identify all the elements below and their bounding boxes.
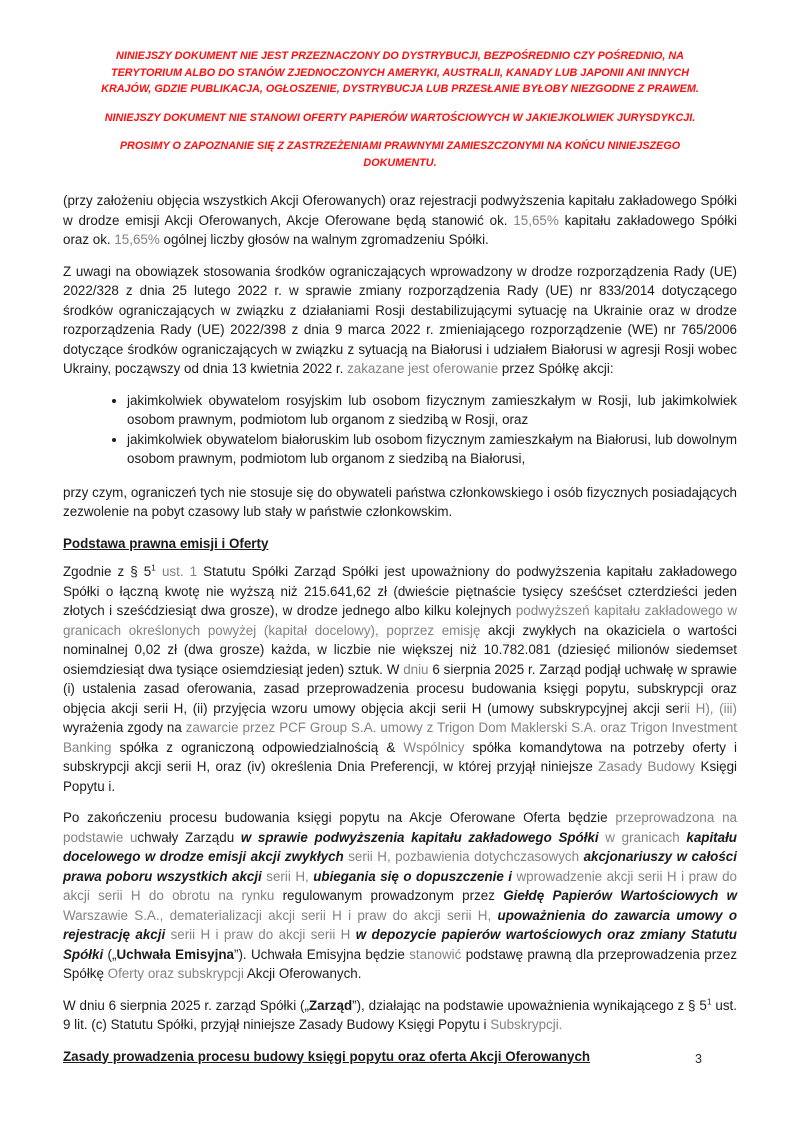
text-segment: Uchwała Emisyjna bbox=[116, 946, 234, 962]
text-segment: w granicach bbox=[605, 829, 680, 845]
text-segment: 15,65% bbox=[114, 232, 160, 247]
paragraph bbox=[63, 191, 737, 250]
text-segment: przeprowadzona na podstawie u bbox=[63, 810, 737, 845]
text-segment: ogólnej liczby głosów na walnym zgromadzeniu Spółki. bbox=[159, 232, 489, 247]
text-segment: Z uwagi na obowiązek stosowania środków ograniczających wprowadzony w drodze rozporządzenia Rady (UE) 2022/328 z dnia 25 lutego 2022 r. w sprawie zmiany rozporządzenia Rady (UE) nr 833/2014 dotyczącego środków ograniczających w związku z działaniami Rosji destabilizującymi sytuację na Ukrainie oraz w drodze rozporządzenia Rady (UE) 2022/398 z dnia 9 marca 2022 r. zmieniającego rozporządzenie (WE) nr 765/2006 dotyczące środków ograniczających w związku z sytuacją na Białorusi i udziałem Białorusi w agresji Rosji wobec Ukrainy, począwszy od dnia 13 kwietnia 2022 r. bbox=[63, 263, 737, 376]
text-segment: W dniu 6 sierpnia 2025 r. zarząd Spółki („ bbox=[63, 997, 309, 1013]
text-segment: spółka komandytowa na potrzeby oferty i subskrypcji akcji serii H, oraz (iv) określenia Dnia Preferencji, w której przyjął niniejsze bbox=[63, 739, 737, 774]
text-segment: chwały Zarządu bbox=[137, 829, 241, 845]
text-segment: Podstawa prawna emisji i Oferty bbox=[63, 535, 269, 551]
text-segment: podstawę prawną dla przeprowadzenia przez Spółkę bbox=[63, 946, 738, 981]
text-segment: Giełdę Papierów Wartościowych w bbox=[503, 888, 737, 903]
text-segment: 6 sierpnia 2025 r. Zarząd podjął uchwałę w sprawie (i) ustalenia zasad oferowania, zasad przeprowadzenia procesu budowania księgi popytu, subskrypcji oraz objęcia akcji serii H, (ii) przyjęcia wzoru umowy objęcia akcji serii H (umowy subskrypcyjnej akcji ser bbox=[63, 661, 737, 716]
text-segment: ”). Uchwała Emisyjna będzie bbox=[233, 946, 410, 962]
text-segment: Zarząd bbox=[308, 997, 353, 1013]
text-segment: („ bbox=[103, 946, 117, 962]
text-segment: wyrażenia zgody na bbox=[63, 720, 186, 735]
paragraph bbox=[63, 562, 737, 796]
text-segment: ubiegania się o dopuszczenie i bbox=[313, 868, 513, 884]
text-segment: Subskrypcji. bbox=[490, 1017, 563, 1032]
text-segment: akcji zwykłych na okaziciela o wartości nominalnej 0,02 zł (dwa grosze) każda, w liczbie nie większej niż 10.782.081 (dziesięć milionów siedemset osiemdziesiąt dwa tysiące osiemdziesiąt jeden) sztuk. W bbox=[63, 622, 737, 677]
text-segment: serii H i praw do akcji serii H bbox=[170, 927, 351, 942]
text-segment: serii H, bbox=[266, 868, 309, 884]
text-segment: Warszawie S.A., dematerializacji akcji serii H i praw do akcji serii H, bbox=[63, 907, 492, 923]
text-segment: serii H, pozbawienia dotychczasowych bbox=[348, 849, 580, 864]
text-segment: upoważnienia do zawarcia umowy o rejestrację akcji bbox=[63, 907, 737, 942]
text-segment: dniu bbox=[403, 661, 429, 677]
text-segment: ”), działając na podstawie upoważnienia wynikającego z § 5 bbox=[352, 997, 707, 1013]
text-segment: przez Spółkę akcji: bbox=[498, 361, 614, 376]
text-segment: Wspólnicy bbox=[403, 739, 465, 755]
bullet-item bbox=[127, 430, 737, 469]
text-segment: ust. 9 lit. (c) Statutu Spółki, przyjął niniejsze Zasady Budowy Księgi Popytu i bbox=[63, 997, 737, 1032]
text-segment: Zasady Budowy bbox=[598, 759, 696, 774]
text-segment: podwyższeń kapitału zakładowego w granicach określonych powyżej (kapitał docelowy), poprzez emisję bbox=[63, 603, 738, 638]
text-segment: Statutu Spółki Zarząd Spółki jest upoważniony do podwyższenia kapitału zakładowego Spółki o łączną kwotę nie wyższą niż 215.641,62 zł (dwieście piętnaście tysięcy sześćset czterdzieści jeden złotych i sześćdziesiąt dwa grosze), w drodze jednego albo kilku kolejnych bbox=[63, 564, 737, 618]
bullet-list bbox=[63, 391, 737, 469]
text-segment: ust. 1 bbox=[161, 564, 198, 579]
disclaimer-paragraph: PROSIMY O ZAPOZNANIE SIĘ Z ZASTRZEŻENIAMI PRAWNYMI ZAMIESZCZONYMI NA KOŃCU NINIEJSZEGO DOKUMENTU. bbox=[119, 140, 681, 169]
text-segment: stanowić bbox=[409, 946, 462, 962]
text-segment: 15,65% bbox=[513, 212, 559, 228]
document-body bbox=[63, 191, 737, 1066]
text-segment: 1 bbox=[706, 996, 712, 1007]
disclaimer-paragraph: NINIEJSZY DOKUMENT NIE STANOWI OFERTY PAPIERÓW WARTOŚCIOWYCH W JAKIEJKOLWIEK JURYSDYKCJI. bbox=[104, 111, 696, 124]
text-segment: spółka z ograniczoną odpowiedzialnością & bbox=[111, 739, 404, 755]
section-heading bbox=[63, 534, 737, 554]
text-segment: zawarcie przez PCF Group S.A. umowy z Trigon Dom Maklerski S.A. oraz Trigon Investment Banking bbox=[63, 720, 738, 755]
text-segment: regulowanym prowadzonym przez bbox=[274, 888, 504, 903]
text-segment: jakimkolwiek obywatelom rosyjskim lub osobom fizycznym zamieszkałym w Rosji, lub jakimkolwiek osobom prawnym, podmiotom lub organom z siedzibą w Rosji, oraz bbox=[127, 392, 737, 427]
text-segment: Zasady prowadzenia procesu budowy księgi popytu oraz oferta Akcji Oferowanych bbox=[63, 1048, 591, 1064]
legal-disclaimer-header bbox=[91, 48, 709, 171]
text-segment: Oferty oraz subskrypcji bbox=[107, 966, 244, 981]
text-segment: Akcji Oferowanych. bbox=[243, 966, 362, 981]
text-segment: Zgodnie z § 5 bbox=[63, 564, 152, 579]
text-segment: wprowadzenie akcji serii H i praw do akcji serii H do obrotu na rynku bbox=[63, 868, 737, 903]
text-segment: (przy założeniu objęcia wszystkich Akcji Oferowanych) oraz rejestracji podwyższenia kapitału zakładowego Spółki w drodze emisji Akcji Oferowanych, Akcje Oferowane będą stanowić ok. bbox=[63, 193, 737, 228]
text-segment: przy czym, ograniczeń tych nie stosuje się do obywateli państwa członkowskiego i osób fizycznych posiadających zezwolenie na pobyt czasowy lub stały w państwie członkowskim. bbox=[63, 484, 737, 519]
text-segment: akcjonariuszy w całości prawa poboru wszystkich akcji bbox=[63, 849, 737, 884]
text-segment: kapitału zakładowego Spółki oraz ok. bbox=[63, 212, 737, 247]
paragraph bbox=[63, 996, 737, 1035]
paragraph bbox=[63, 483, 737, 522]
text-segment: kapitału docelowego w drodze emisji akcji zwykłych bbox=[63, 829, 737, 864]
text-segment: Księgi Popytu i. bbox=[63, 759, 737, 794]
text-segment: Po zakończeniu procesu budowania księgi popytu na Akcje Oferowane Oferta będzie bbox=[63, 810, 616, 825]
bullet-item bbox=[127, 391, 737, 430]
disclaimer-paragraph: NINIEJSZY DOKUMENT NIE JEST PRZEZNACZONY DO DYSTRYBUCJI, BEZPOŚREDNIO CZY POŚREDNIO, NA TERYTORIUM ALBO DO STANÓW ZJEDNOCZONYCH AMERYKI, AUSTRALII, KANADY LUB JAPONII ANI INNYCH KRAJÓW, GDZIE PUBLIKACJA, OGŁOSZENIE, DYSTRYBUCJA LUB PRZESŁANIE BYŁOBY NIEZGODNE Z PRAWEM. bbox=[101, 50, 699, 95]
page-number: 3 bbox=[695, 1052, 702, 1066]
text-segment: w sprawie podwyższenia kapitału zakładowego Spółki bbox=[240, 829, 599, 845]
text-segment: 1 bbox=[151, 562, 156, 573]
paragraph bbox=[63, 808, 737, 984]
text-segment: w depozycie papierów wartościowych oraz zmiany Statutu Spółki bbox=[63, 927, 737, 962]
paragraph bbox=[63, 262, 737, 379]
section-heading bbox=[63, 1047, 737, 1067]
text-segment: ii H), (iii) bbox=[684, 700, 737, 716]
text-segment: zakazane jest oferowanie bbox=[347, 361, 499, 376]
text-segment: jakimkolwiek obywatelom białoruskim lub osobom fizycznym zamieszkałym na Białorusi, lub dowolnym osobom prawnym, podmiotom lub organom z siedzibą na Białorusi, bbox=[127, 431, 737, 466]
